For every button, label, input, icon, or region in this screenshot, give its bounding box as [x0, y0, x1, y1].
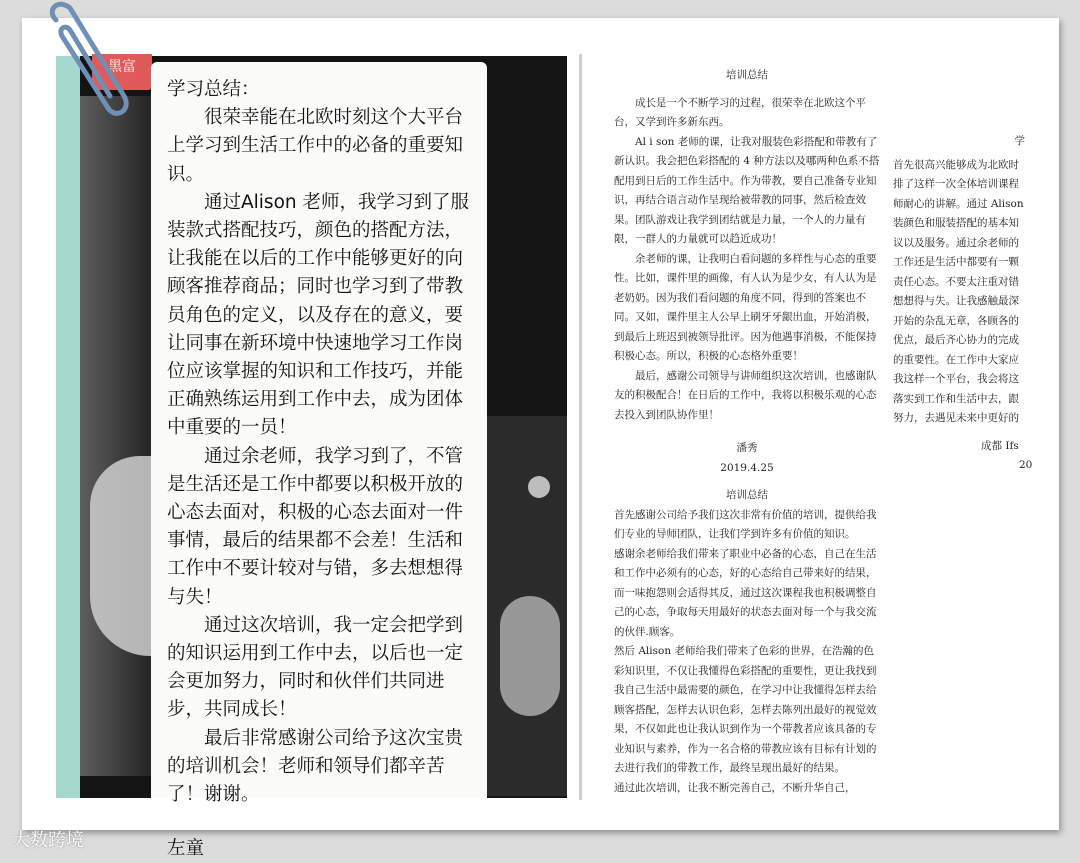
note-paragraph: 通过Alison 老师，我学习到了服装款式搭配技巧，颜色的搭配方法，让我能在以后的工作中能够更好的向顾客推荐商品；同时也学习到了带教员角色的定义，以及存在的意义，要让同事在新环境中快速地学习工作岗位应该掌握的知识和工作技巧，并能正确熟练运用到工作中去，成为团体中重要的一员！	[167, 191, 469, 439]
doc-paragraph: Al i son 老师的课，让我对服装色彩搭配和带教有了新认识。我会把色彩搭配的 4 种方法以及哪两种色系不搭配用到日后的工作生活中。作为带教，要自己准备专业知识，再结合语言动作呈现给被带教的同事，然后检查效果。团队游戏让我学到团结就是力量，一个人的力量有限，一群人的力量就可以趋近成功！	[614, 135, 880, 245]
doc-line: 装颜色和服装搭配的基本知	[893, 217, 1019, 229]
doc-line: 师耐心的讲解。通过 Alison	[893, 197, 1024, 210]
note-title: 学习总结：	[167, 79, 260, 100]
doc-line: 我这样一个平台，我会将这	[893, 373, 1019, 385]
handwritten-summary-note	[151, 62, 487, 860]
doc-line: 优点，最后齐心协力的完成	[893, 334, 1019, 346]
training-summary-doc-1	[614, 66, 880, 478]
doc-signature: 成都 Ifs	[981, 439, 1019, 452]
doc-line: 责任心态。不要太注重对错	[893, 275, 1019, 288]
doc-paragraph: 首先感谢公司给予我们这次非常有价值的培训，提供给我们专业的导师团队，让我们学到许多有价值的知识。	[614, 508, 877, 540]
doc-paragraph: 余老师的课，让我明白看问题的多样性与心态的重要性。比如，课件里的画像，有人认为是少女，有人认为是老奶奶。因为我们看问题的角度不同，得到的答案也不同。又如，课件里主人公早上刷牙牙龈出血，开始消极，到最后上班迟到被领导批评。因为他遇事消极，不能保持积极心态。所以，积极的心态格外重要！	[614, 252, 877, 362]
note-paragraph: 通过这次培训，我一定会把学到的知识运用到工作中去，以后也一定会更加努力，同时和伙伴们共同进步，共同成长！	[167, 614, 464, 721]
doc-title: 学	[1014, 135, 1025, 147]
doc-paragraph: 成长是一个不断学习的过程，很荣幸在北欧这个平台，又学到许多新东西。	[614, 96, 866, 128]
note-paragraph: 很荣幸能在北欧时刻这个大平台上学习到生活工作中的必备的重要知识。	[167, 107, 464, 185]
doc-line: 落实到工作和生活中去，跟	[893, 392, 1019, 405]
doc-paragraph: 然后 Alison 老师给我们带来了色彩的世界，在浩瀚的色彩知识里，不仅让我懂得色彩搭配的重要性，更让我找到我自己生活中最需要的颜色，在学习中让我懂得怎样去给顾客搭配，怎样去认识色彩，怎样去陈列出最好的视觉效果，不仅如此也让我认识到作为一个带教者应该具备的专业知识与素养，作为一名合格的带教应该有目标有计划的去进行我们的带教工作，最终呈现出最好的结果。	[614, 645, 877, 774]
doc-line: 工作还是生活中都要有一颗	[893, 256, 1019, 268]
doc-date: 2019.4.25	[720, 461, 774, 474]
note-paragraph: 最后非常感谢公司给予这次宝贵的培训机会！老师和领导们都辛苦了！谢谢。	[167, 727, 464, 806]
doc-line: 开始的杂乱无章，各顾各的	[893, 314, 1019, 327]
doc-title: 培训总结	[726, 69, 768, 81]
note-paragraph: 通过余老师，我学习到了，不管是生活还是工作中都要以积极开放的心态去面对，积极的心态去面对一件事情，最后的结果都不会差！生活和工作中不要计较对与错，多去想想得与失！	[167, 445, 464, 608]
doc-date-fragment: 20	[1019, 459, 1033, 471]
watermark: 大数跨境	[12, 830, 84, 851]
doc-line: 首先很高兴能够成为北欧时	[893, 158, 1019, 171]
doc-paragraph: 通过此次培训，让我不断完善自己，不断升华自己，	[614, 781, 856, 794]
doc-title: 培训总结	[726, 489, 768, 501]
store-badge: 黑富	[92, 54, 152, 90]
paperclip-icon	[36, 0, 136, 118]
doc-line: 的重要性。在工作中大家应	[893, 353, 1019, 366]
doc-line: 想想得与失。让我感触最深	[893, 295, 1019, 307]
doc-line: 议以及服务。通过余老师的	[893, 236, 1019, 249]
teal-stripe	[56, 56, 80, 798]
note-signature: 左童	[167, 838, 205, 860]
doc-line: 排了这样一次全体培训课程	[893, 178, 1019, 190]
page-divider	[579, 54, 582, 800]
doc-paragraph: 最后，感谢公司领导与讲师组织这次培训，也感谢队友的积极配合！在日后的工作中，我将以积极乐观的心态去投入到团队协作里！	[614, 369, 877, 421]
training-summary-doc-2	[614, 486, 880, 798]
doc-author: 潘秀	[736, 442, 758, 454]
doc-paragraph: 感谢余老师给我们带来了职业中必备的心态，自己在生活和工作中必须有的心态，好的心态给自己带来好的结果，而一味抱怨则会适得其反，通过这次课程我也积极调整自己的心态，争取每天用最好的状态去面对每一个与我交流的伙伴.顾客。	[614, 547, 877, 638]
training-summary-doc-3-cropped	[893, 66, 1033, 476]
doc-line: 努力，去遇见未来中更好的	[893, 412, 1019, 424]
